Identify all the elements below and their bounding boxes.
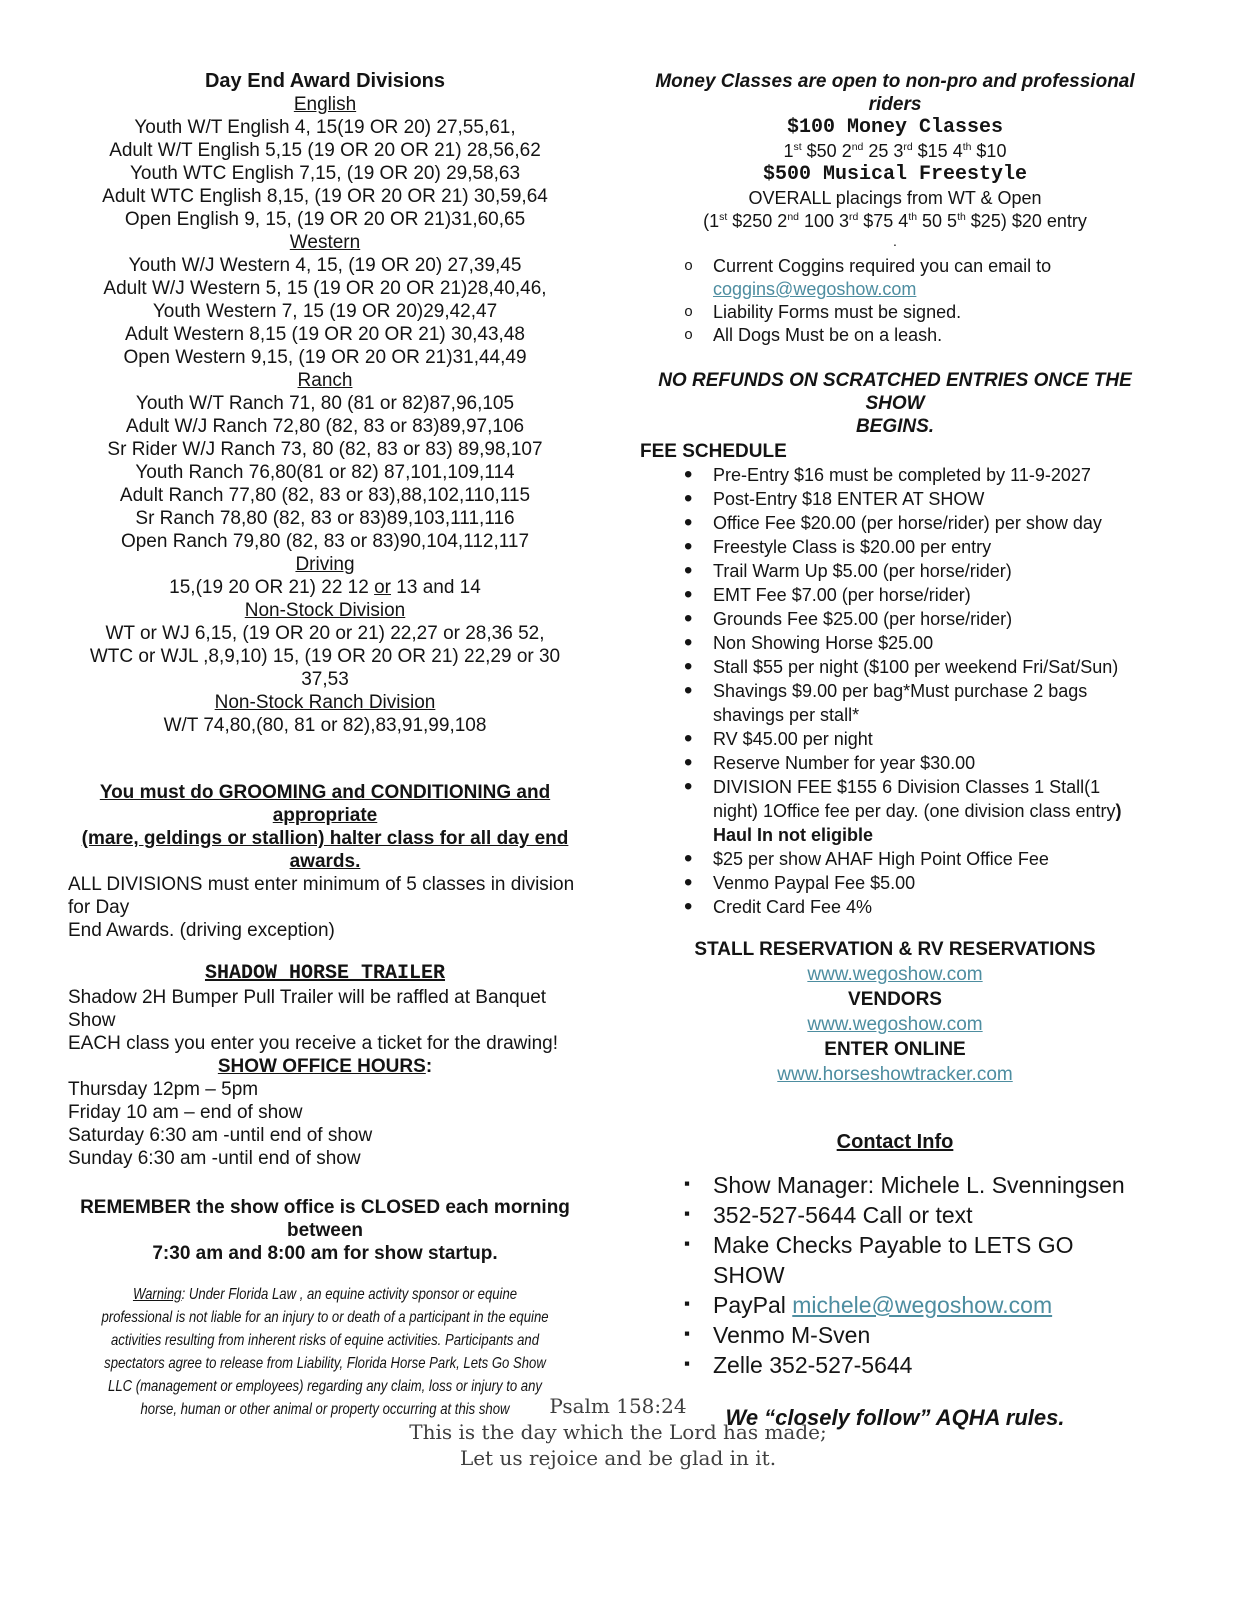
division-line: WTC or WJL ,8,9,10) 15, (19 OR 20 OR 21) 22,29 or 30 37,53	[89, 646, 561, 690]
no-refunds-line: NO REFUNDS ON SCRATCHED ENTRIES ONCE THE SHOW	[658, 370, 1132, 414]
trailer-raffle-line: Shadow 2H Bumper Pull Trailer will be raffled at Banquet Show	[68, 987, 547, 1031]
section-header-nonstock-ranch: Non-Stock Ranch Division	[214, 692, 436, 713]
wegoshow-link[interactable]: www.wegoshow.com	[807, 964, 983, 985]
left-column	[68, 70, 582, 1421]
office-hours-title: SHOW OFFICE HOURS:	[217, 1056, 433, 1077]
division-line: Youth Ranch 76,80(81 or 82) 87,101,109,114	[135, 462, 515, 483]
fee-item: • Reserve Number for year $30.00	[640, 751, 1150, 775]
money-100-title: $100 Money Classes	[786, 116, 1004, 139]
no-refunds-notice	[640, 369, 1150, 438]
fee-item: • Trail Warm Up $5.00 (per horse/rider)	[640, 559, 1150, 583]
list-item: o All Dogs Must be on a leash.	[640, 324, 1150, 347]
division-line: Adult Ranch 77,80 (82, 83 or 83),88,102,110,115	[119, 485, 531, 506]
show-notes-list	[640, 255, 1150, 347]
paypal-email-link[interactable]: michele@wegoshow.com	[792, 1292, 1053, 1318]
fee-item: • RV $45.00 per night	[640, 727, 1150, 751]
warning-line: LLC (management or employees) regarding any claim, loss or injury to any	[108, 1378, 542, 1395]
fee-item: • Shavings $9.00 per bag*Must purchase 2 bags shavings per stall*	[640, 679, 1150, 727]
grooming-note-line: ALL DIVISIONS must enter minimum of 5 classes in division for Day	[68, 874, 575, 918]
psalm-line: This is the day which the Lord has made;	[409, 1420, 827, 1444]
contact-list	[640, 1170, 1150, 1380]
stray-dot: .	[893, 233, 897, 249]
office-hours-line: Friday 10 am – end of show	[68, 1102, 303, 1123]
fee-item: • Office Fee $20.00 (per horse/rider) per show day	[640, 511, 1150, 535]
fee-item: • Non Showing Horse $25.00	[640, 631, 1150, 655]
division-line: Open Ranch 79,80 (82, 83 or 83)90,104,112,117	[120, 531, 530, 552]
fee-item: • $25 per show AHAF High Point Office Fee	[640, 847, 1150, 871]
warning-line: professional is not liable for an injury to or death of a participant in the equine	[101, 1309, 549, 1326]
section-header-western: Western	[289, 232, 361, 253]
grooming-note-line: End Awards. (driving exception)	[68, 920, 335, 941]
section-header-driving: Driving	[295, 554, 355, 575]
reminder-line: REMEMBER the show office is CLOSED each morning between	[80, 1197, 570, 1241]
fee-item: • Post-Entry $18 ENTER AT SHOW	[640, 487, 1150, 511]
contact-info-title: Contact Info	[836, 1131, 954, 1153]
divisions-title: Day End Award Divisions	[204, 70, 446, 92]
list-item: o Liability Forms must be signed.	[640, 301, 1150, 324]
trailer-raffle-line: EACH class you enter you receive a ticket for the drawing!	[68, 1033, 559, 1054]
contact-item: ▪ PayPal michele@wegoshow.com	[640, 1290, 1150, 1320]
division-line: Sr Rider W/J Ranch 73, 80 (82, 83 or 83) 89,98,107	[107, 439, 543, 460]
office-hours-line: Thursday 12pm – 5pm	[68, 1079, 259, 1100]
money-100-payouts: 1st $50 2nd 25 3rd $15 4th $10	[783, 141, 1007, 161]
fee-item: • Grounds Fee $25.00 (per horse/rider)	[640, 607, 1150, 631]
psalm-reference: Psalm 158:24	[549, 1394, 687, 1418]
division-line: Youth W/J Western 4, 15, (19 OR 20) 27,39,45	[128, 255, 522, 276]
vendors-title: VENDORS	[848, 989, 942, 1010]
division-line: Open Western 9,15, (19 OR 20 OR 21)31,44,49	[123, 347, 527, 368]
section-header-english: English	[293, 94, 357, 115]
horseshowtracker-link[interactable]: www.horseshowtracker.com	[777, 1064, 1013, 1085]
division-line: Open English 9, 15, (19 OR 20 OR 21)31,60,65	[124, 209, 526, 230]
wegoshow-link[interactable]: www.wegoshow.com	[807, 1014, 983, 1035]
division-line: WT or WJ 6,15, (19 OR 20 or 21) 22,27 or 28,36 52,	[105, 623, 545, 644]
no-refunds-line: BEGINS.	[855, 416, 935, 437]
grooming-rule	[68, 781, 582, 942]
fee-item: • EMT Fee $7.00 (per horse/rider)	[640, 583, 1150, 607]
division-line: Adult W/T English 5,15 (19 OR 20 OR 21) 28,56,62	[109, 140, 541, 161]
division-line: Adult WTC English 8,15, (19 OR 20 OR 21) 30,59,64	[102, 186, 548, 207]
stall-rv-reservations-title: STALL RESERVATION & RV RESERVATIONS	[694, 939, 1096, 960]
psalm-line: Let us rejoice and be glad in it.	[459, 1446, 777, 1470]
contact-item: ▪ Zelle 352-527-5644	[640, 1350, 1150, 1380]
office-hours-line: Sunday 6:30 am -until end of show	[68, 1148, 361, 1169]
contact-item: ▪ Venmo M-Sven	[640, 1320, 1150, 1350]
right-column	[640, 70, 1150, 1429]
money-500-payouts: (1st $250 2nd 100 3rd $75 4th 50 5th $25) $20 entry	[703, 211, 1087, 231]
fee-item: • Credit Card Fee 4%	[640, 895, 1150, 919]
fee-item: • DIVISION FEE $155 6 Division Classes 1 Stall(1 night) 1Office fee per day. (one division class entry) Haul In not eligible	[640, 775, 1150, 847]
enter-online-title: ENTER ONLINE	[824, 1039, 966, 1060]
contact-item: ▪ 352-527-5644 Call or text	[640, 1200, 1150, 1230]
money-500-subtitle: OVERALL placings from WT & Open	[748, 188, 1042, 208]
division-line: 15,(19 20 OR 21) 22 12 or 13 and 14	[169, 577, 481, 598]
coggins-email-link[interactable]: coggins@wegoshow.com	[713, 279, 917, 299]
reminder-line: 7:30 am and 8:00 am for show startup.	[152, 1243, 498, 1264]
trailer-raffle-title: SHADOW HORSE TRAILER	[204, 962, 446, 985]
money-classes-header: Money Classes are open to non-pro and professional riders	[655, 71, 1135, 115]
division-line: Adult W/J Ranch 72,80 (82, 83 or 83)89,97,106	[125, 416, 525, 437]
office-hours-line: Saturday 6:30 am -until end of show	[68, 1125, 373, 1146]
money-500-title: $500 Musical Freestyle	[762, 163, 1028, 186]
division-line: Sr Ranch 78,80 (82, 83 or 83)89,103,111,116	[135, 508, 515, 529]
division-line: Youth Western 7, 15 (19 OR 20)29,42,47	[152, 301, 498, 322]
fee-item: • Stall $55 per night ($100 per weekend Fri/Sat/Sun)	[640, 655, 1150, 679]
reservations-block	[640, 937, 1150, 1087]
warning-line: Warning: Under Florida Law , an equine activity sponsor or equine	[132, 1286, 518, 1303]
fee-schedule-title: FEE SCHEDULE	[640, 441, 787, 462]
contact-item: ▪ Make Checks Payable to LETS GO SHOW	[640, 1230, 1150, 1290]
fee-schedule-list	[640, 463, 1150, 919]
section-header-nonstock: Non-Stock Division	[244, 600, 406, 621]
fee-item: • Pre-Entry $16 must be completed by 11-9-2027	[640, 463, 1150, 487]
section-header-ranch: Ranch	[297, 370, 353, 391]
division-line: Adult W/J Western 5, 15 (19 OR 20 OR 21)28,40,46,	[103, 278, 547, 299]
aqha-rules-line: We “closely follow” AQHA rules.	[725, 1405, 1065, 1430]
division-line: Youth WTC English 7,15, (19 OR 20) 29,58,63	[129, 163, 521, 184]
office-closed-reminder	[68, 1196, 582, 1265]
warning-line: horse, human or other animal or property occurring at this show	[140, 1401, 510, 1418]
division-line: Adult Western 8,15 (19 OR 20 OR 21) 30,43,48	[125, 324, 525, 345]
fee-item: • Freestyle Class is $20.00 per entry	[640, 535, 1150, 559]
note-text: Current Coggins required you can email to	[713, 256, 1052, 276]
warning-line: spectators agree to release from Liability, Florida Horse Park, Lets Go Show	[104, 1355, 546, 1372]
list-item	[640, 255, 1150, 301]
grooming-rule-line: You must do GROOMING and CONDITIONING and appropriate	[99, 782, 551, 826]
psalm-footer	[0, 1393, 1236, 1471]
division-line: Youth W/T English 4, 15(19 OR 20) 27,55,61,	[134, 117, 516, 138]
contact-item: ▪ Show Manager: Michele L. Svenningsen	[640, 1170, 1150, 1200]
fee-item: • Venmo Paypal Fee $5.00	[640, 871, 1150, 895]
division-line: Youth W/T Ranch 71, 80 (81 or 82)87,96,105	[135, 393, 515, 414]
warning-line: activities resulting from inherent risks of equine activities. Participants and	[110, 1332, 540, 1349]
division-line: W/T 74,80,(80, 81 or 82),83,91,99,108	[163, 715, 487, 736]
grooming-rule-line: (mare, geldings or stallion) halter class for all day end awards.	[81, 828, 569, 872]
